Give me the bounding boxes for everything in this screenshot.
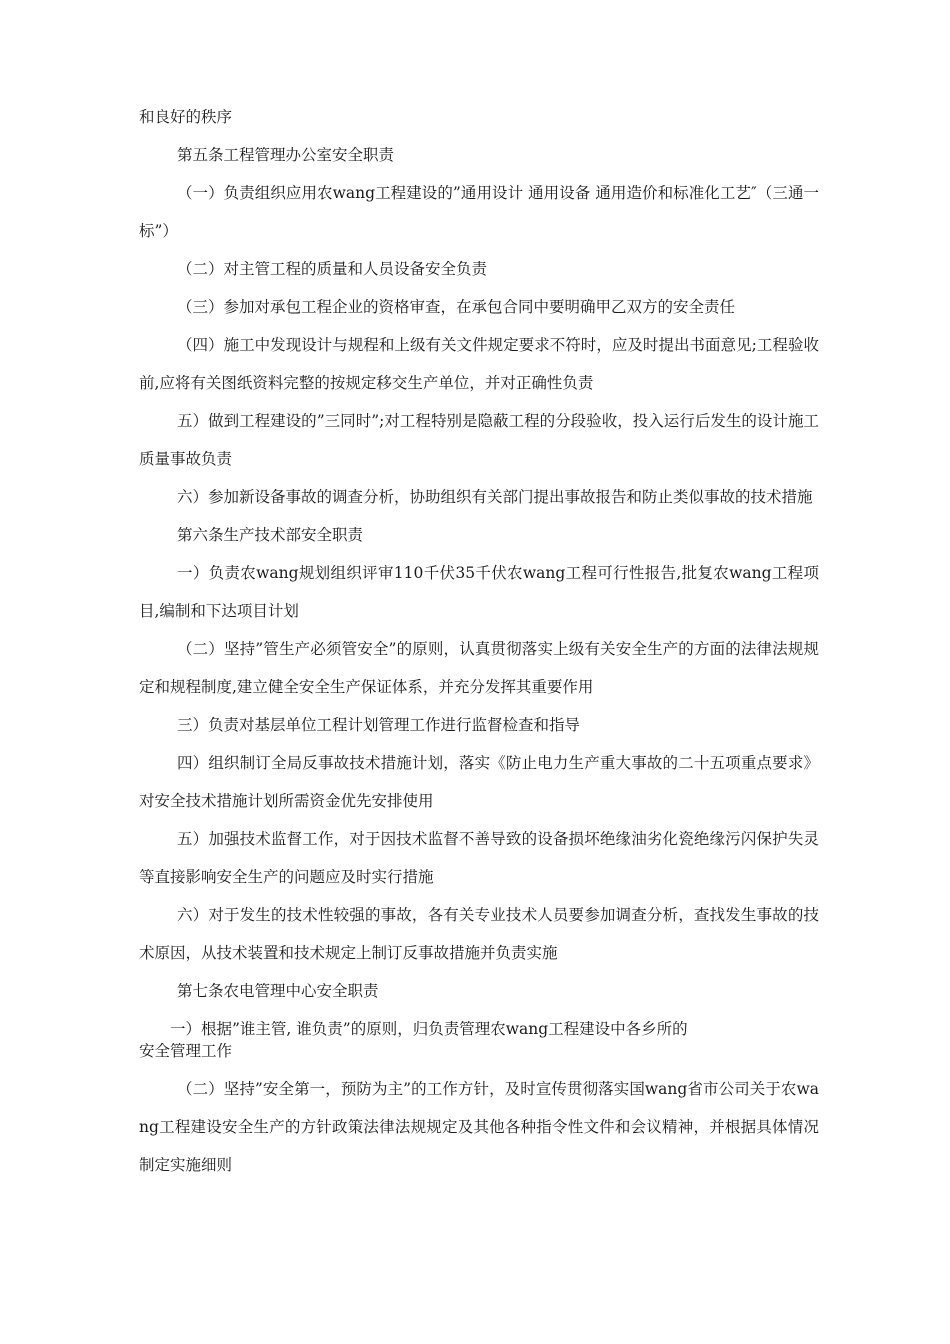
- article-7-item-1: [139, 1018, 819, 1062]
- paragraph-continuation: 和良好的秩序: [139, 108, 233, 126]
- article-6-item-5: 五）加强技术监督工作，对于因技术监督不善导致的设备损坏绝缘油劣化瓷绝缘污闪保护失灵等直接影响安全生产的问题应及时实行措施: [139, 830, 819, 886]
- article-5-item-2: （二）对主管工程的质量和人员设备安全负责: [177, 260, 488, 278]
- article-6-item-2: （二）坚持”管生产必须管安全”的原则，认真贯彻落实上级有关安全生产的方面的法律法规规定和规程制度,建立健全安全生产保证体系，并充分发挥其重要作用: [139, 640, 819, 696]
- article-6-item-4: 四）组织制订全局反事故技术措施计划，落实《防止电力生产重大事故的二十五项重点要求》对安全技术措施计划所需资金优先安排使用: [139, 754, 819, 810]
- article-6-item-6: 六）对于发生的技术性较强的事故，各有关专业技术人员要参加调查分析，查找发生事故的技术原因，从技术装置和技术规定上制订反事故措施并负责实施: [139, 906, 819, 962]
- article-7-item-2: （二）坚持”安全第一，预防为主”的工作方针，及时宣传贯彻落实国wang省市公司关于农wang工程建设安全生产的方针政策法律法规规定及其他各种指令性文件和会议精神，并根据具体情况制定实施细则: [139, 1080, 819, 1174]
- article-6-item-1: 一）负责农wang规划组织评审110千伏35千伏农wang工程可行性报告,批复农wang工程项目,编制和下达项目计划: [139, 564, 819, 620]
- article-7-heading: 第七条农电管理中心安全职责: [177, 982, 379, 1000]
- article-5-item-4: （四）施工中发现设计与规程和上级有关文件规定要求不符时，应及时提出书面意见;工程验收前,应将有关图纸资料完整的按规定移交生产单位，并对正确性负责: [139, 336, 819, 392]
- article-7-item-1-line-2: 安全管理工作: [139, 1042, 233, 1060]
- article-6-item-3: 三）负责对基层单位工程计划管理工作进行监督检查和指导: [177, 716, 581, 734]
- article-7-item-1-line-1: 一）根据”谁主管, 谁负责”的原则，归负责管理农wang工程建设中各乡所的: [170, 1020, 688, 1038]
- article-5-item-3: （三）参加对承包工程企业的资格审查，在承包合同中要明确甲乙双方的安全责任: [177, 298, 736, 316]
- article-6-heading: 第六条生产技术部安全职责: [177, 526, 364, 544]
- article-5-item-1: （一）负责组织应用农wang工程建设的”通用设计 通用设备 通用造价和标准化工艺″（三通一标”）: [139, 184, 819, 240]
- article-5-item-6: 六）参加新设备事故的调查分析，协助组织有关部门提出事故报告和防止类似事故的技术措施: [177, 488, 813, 506]
- article-5-heading: 第五条工程管理办公室安全职责: [177, 146, 395, 164]
- document-body: [139, 98, 819, 1184]
- article-5-item-5: 五）做到工程建设的”三同时”;对工程特别是隐蔽工程的分段验收，投入运行后发生的设计施工质量事故负责: [139, 412, 819, 468]
